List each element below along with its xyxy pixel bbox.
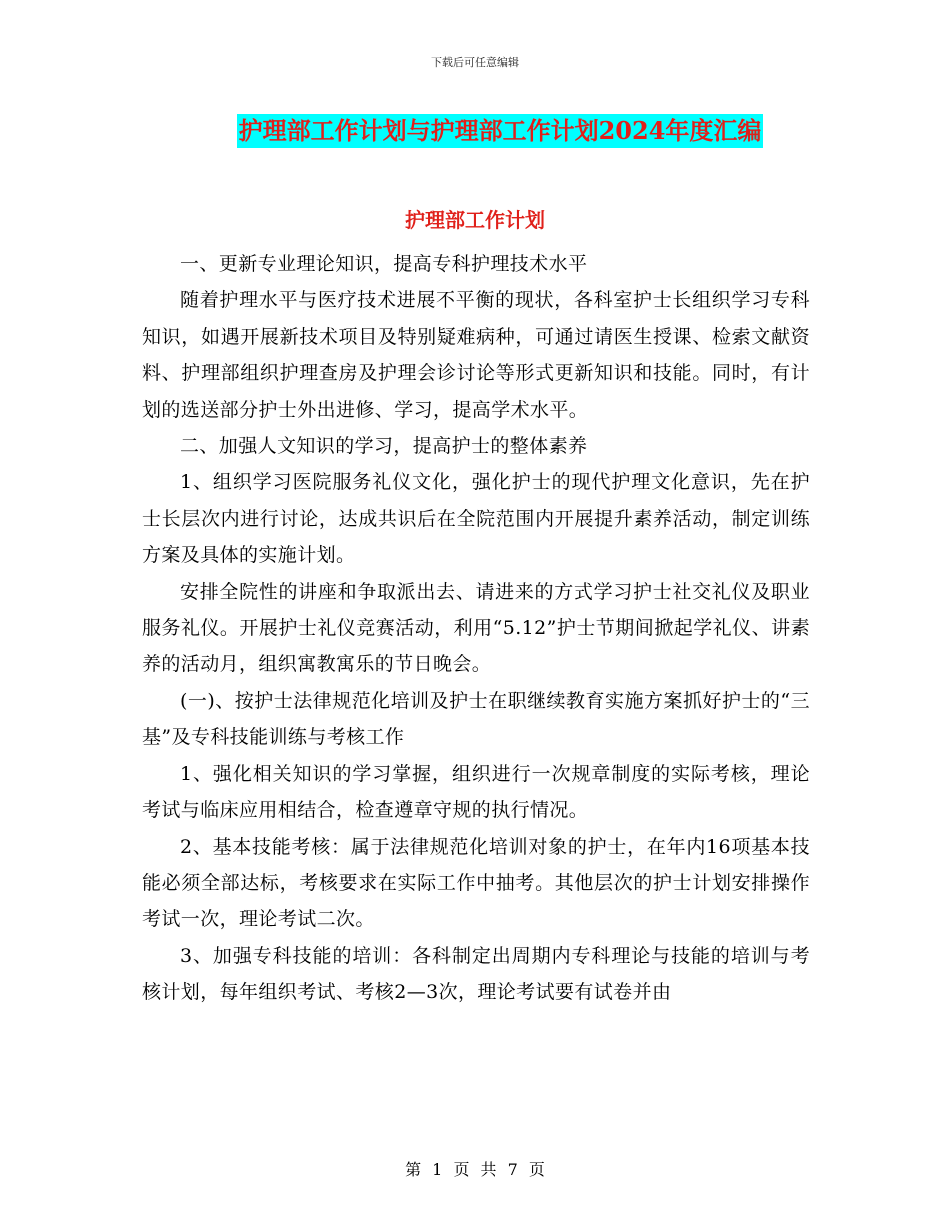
document-body: [142, 246, 810, 1011]
document-title: 护理部工作计划与护理部工作计划2024年度汇编: [237, 114, 764, 148]
document-title-container: [0, 114, 950, 148]
paragraph: (一)、按护士法律规范化培训及护士在职继续教育实施方案抓好护士的“三基”及专科技能训练与考核工作: [142, 689, 810, 749]
paragraph: 1、强化相关知识的学习掌握，组织进行一次规章制度的实际考核，理论考试与临床应用相结合，检查遵章守规的执行情况。: [142, 762, 810, 822]
header-note: 下载后可任意编辑: [431, 56, 519, 69]
section-title: 护理部工作计划: [405, 208, 545, 232]
paragraph: 安排全院性的讲座和争取派出去、请进来的方式学习护士社交礼仪及职业服务礼仪。开展护士礼仪竞赛活动，利用“5.12”护士节期间掀起学礼仪、讲素养的活动月，组织寓教寓乐的节日晚会。: [142, 580, 810, 676]
paragraph: 2、基本技能考核：属于法律规范化培训对象的护士，在年内16项基本技能必须全部达标，考核要求在实际工作中抽考。其他层次的护士计划安排操作考试一次，理论考试二次。: [142, 835, 810, 931]
paragraph: 1、组织学习医院服务礼仪文化，强化护士的现代护理文化意识，先在护士长层次内进行讨论，达成共识后在全院范围内开展提升素养活动，制定训练方案及具体的实施计划。: [142, 471, 810, 567]
paragraph: 一、更新专业理论知识，提高专科护理技术水平: [180, 253, 588, 275]
page-footer: 第 1 页 共 7 页: [405, 1160, 545, 1179]
paragraph: 随着护理水平与医疗技术进展不平衡的现状，各科室护士长组织学习专科知识，如遇开展新技术项目及特别疑难病种，可通过请医生授课、检索文献资料、护理部组织护理查房及护理会诊讨论等形式更新知识和技能。同时，有计划的选送部分护士外出进修、学习，提高学术水平。: [142, 289, 810, 421]
paragraph: 二、加强人文知识的学习，提高护士的整体素养: [180, 435, 588, 458]
paragraph: 3、加强专科技能的培训：各科制定出周期内专科理论与技能的培训与考核计划，每年组织考试、考核2—3次，理论考试要有试卷并由: [142, 944, 810, 1004]
